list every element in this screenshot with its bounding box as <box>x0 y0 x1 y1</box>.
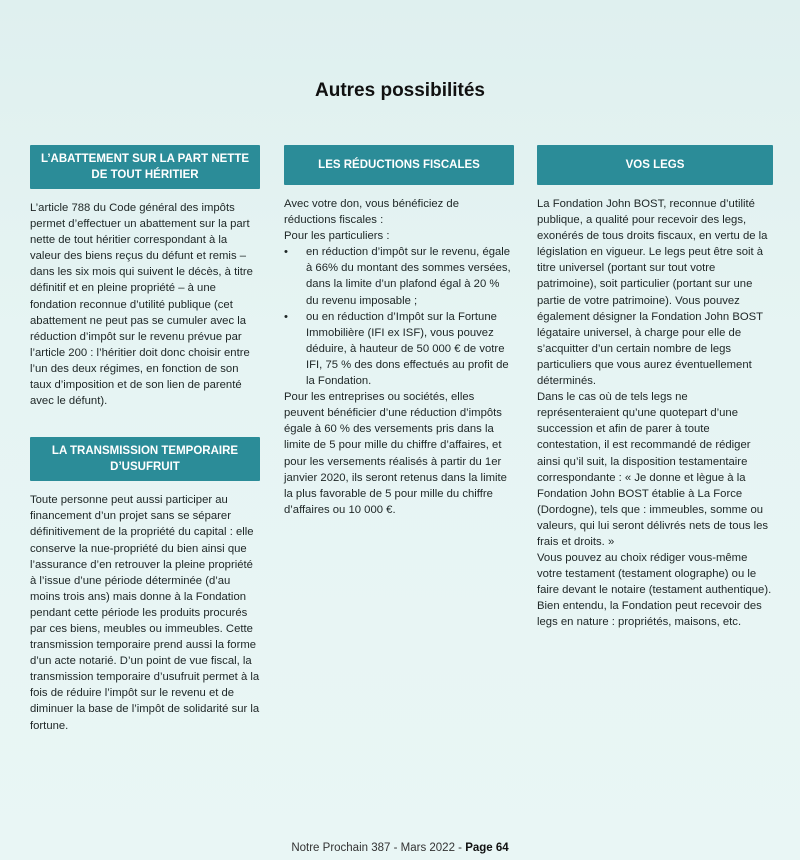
list-item <box>284 244 514 308</box>
paragraph: L’article 788 du Code général des impôts permet d’effectuer un abattement sur la part nette de tout héritier correspondant à la valeur des biens reçus du défunt et remis – dans les six mois qui suivent le décès, à titre définitif et en pleine propriété – à une fondation reconnue d’utilité publique (cet abattement ne peut pas se cumuler avec la réduction d’impôt sur le revenu prévue par l’article 200 : l’héritier doit donc choisir entre l’un des deux régimes, en fonction de son taux d’imposition et de son lien de parenté avec le défunt). <box>30 202 253 408</box>
section-header-usufruit: LA TRANSMISSION TEMPORAIRE D’USUFRUIT <box>30 437 260 481</box>
bullet-text: en réduction d’impôt sur le revenu, égale à 66% du montant des sommes versées, dans la limite d’un plafond égal à 20 % du revenu imposable ; <box>306 246 511 307</box>
section-header-abattement: L’ABATTEMENT SUR LA PART NETTE DE TOUT HÉRITIER <box>30 145 260 189</box>
column-legs <box>537 145 773 631</box>
paragraph: La Fondation John BOST, reconnue d’utilité publique, a qualité pour recevoir des legs, exonérés de tous droits fiscaux, en vertu de la législation en vigueur. Le legs peut être soit à titre universel (portant sur tout votre patrimoine), soit particulier (portant sur une partie de votre patrimoine). Vous pouvez également désigner la Fondation John BOST légataire universel, à charge pour elle de s’acquitter d’un certain nombre de legs particuliers que vous aurez éventuellement déterminés. <box>537 198 768 388</box>
section-header-reductions: LES RÉDUCTIONS FISCALES <box>284 145 514 185</box>
page-title: Autres possibilités <box>315 80 485 101</box>
section-header-legs: VOS LEGS <box>537 145 773 185</box>
column-reductions-fiscales <box>284 145 514 518</box>
bullet-text: ou en réduction d’Impôt sur la Fortune Immobilière (IFI ex ISF), vous pouvez déduire, à hauteur de 50 000 € de votre IFI, 75 % des dons effectués au profit de la Fondation. <box>306 310 509 388</box>
section-text-usufruit <box>30 492 260 733</box>
section-text-reductions <box>284 196 514 518</box>
bullet-icon: • <box>284 246 288 259</box>
bullet-icon: • <box>284 310 288 323</box>
paragraph: Dans le cas où de tels legs ne représenteraient qu’une quotepart d’une succession et afin de parer à toute contestation, il est recommandé de rédiger ainsi qu’il suit, la disposition testamentaire correspondante : « Je donne et lègue à la Fondation John BOST établie à La Force (Dordogne), tels que : immeubles, somme ou valeurs, qui lui seront délivrés nets de tous les frais et droits. » <box>537 391 769 548</box>
particuliers-label: Pour les particuliers : <box>284 230 390 243</box>
paragraph: Vous pouvez au choix rédiger vous-même votre testament (testament olographe) ou le faire devant le notaire (testament authentique). Bien entendu, la Fondation peut recevoir des legs en nature : propriétés, maisons, etc. <box>537 552 772 629</box>
intro-paragraph: Avec votre don, vous bénéficiez de réductions fiscales : <box>284 198 460 227</box>
paragraph: Toute personne peut aussi participer au financement d’un projet sans se séparer définitivement de la propriété du capital : elle conserve la nue-propriété du bien ainsi que l’assurance d’en retrouver la pleine propriété à l’issue d’une période déterminée (d’au moins trois ans) mais donne à la Fondation pendant cette période les produits procurés par ces biens, meubles ou immeubles. Cette transmission temporaire prend aussi la forme d’un acte notarié. D’un point de vue fiscal, la transmission temporaire d’usufruit permet à la fois de réduire l’impôt sur le revenu et de diminuer la base de l’impôt de solidarité sur la fortune. <box>30 494 260 732</box>
list-item <box>284 309 514 389</box>
entreprises-paragraph: Pour les entreprises ou sociétés, elles peuvent bénéficier d’une réduction d’impôts égale à 60 % des versements pris dans la limite de 5 pour mille du chiffre d’affaires, et pour les versements réalisés à partir du 1er janvier 2020, ils seront retenus dans la limite la plus favorable de 5 pour mille du chiffre d’affaires ou 10 000 €. <box>284 391 507 516</box>
section-text-abattement <box>30 200 260 409</box>
section-text-legs <box>537 196 773 631</box>
footer-text: Notre Prochain 387 - Mars 2022 - <box>291 842 466 854</box>
page-number: Page 64 <box>465 842 509 854</box>
page-footer <box>0 842 800 854</box>
column-abattement <box>30 145 260 734</box>
